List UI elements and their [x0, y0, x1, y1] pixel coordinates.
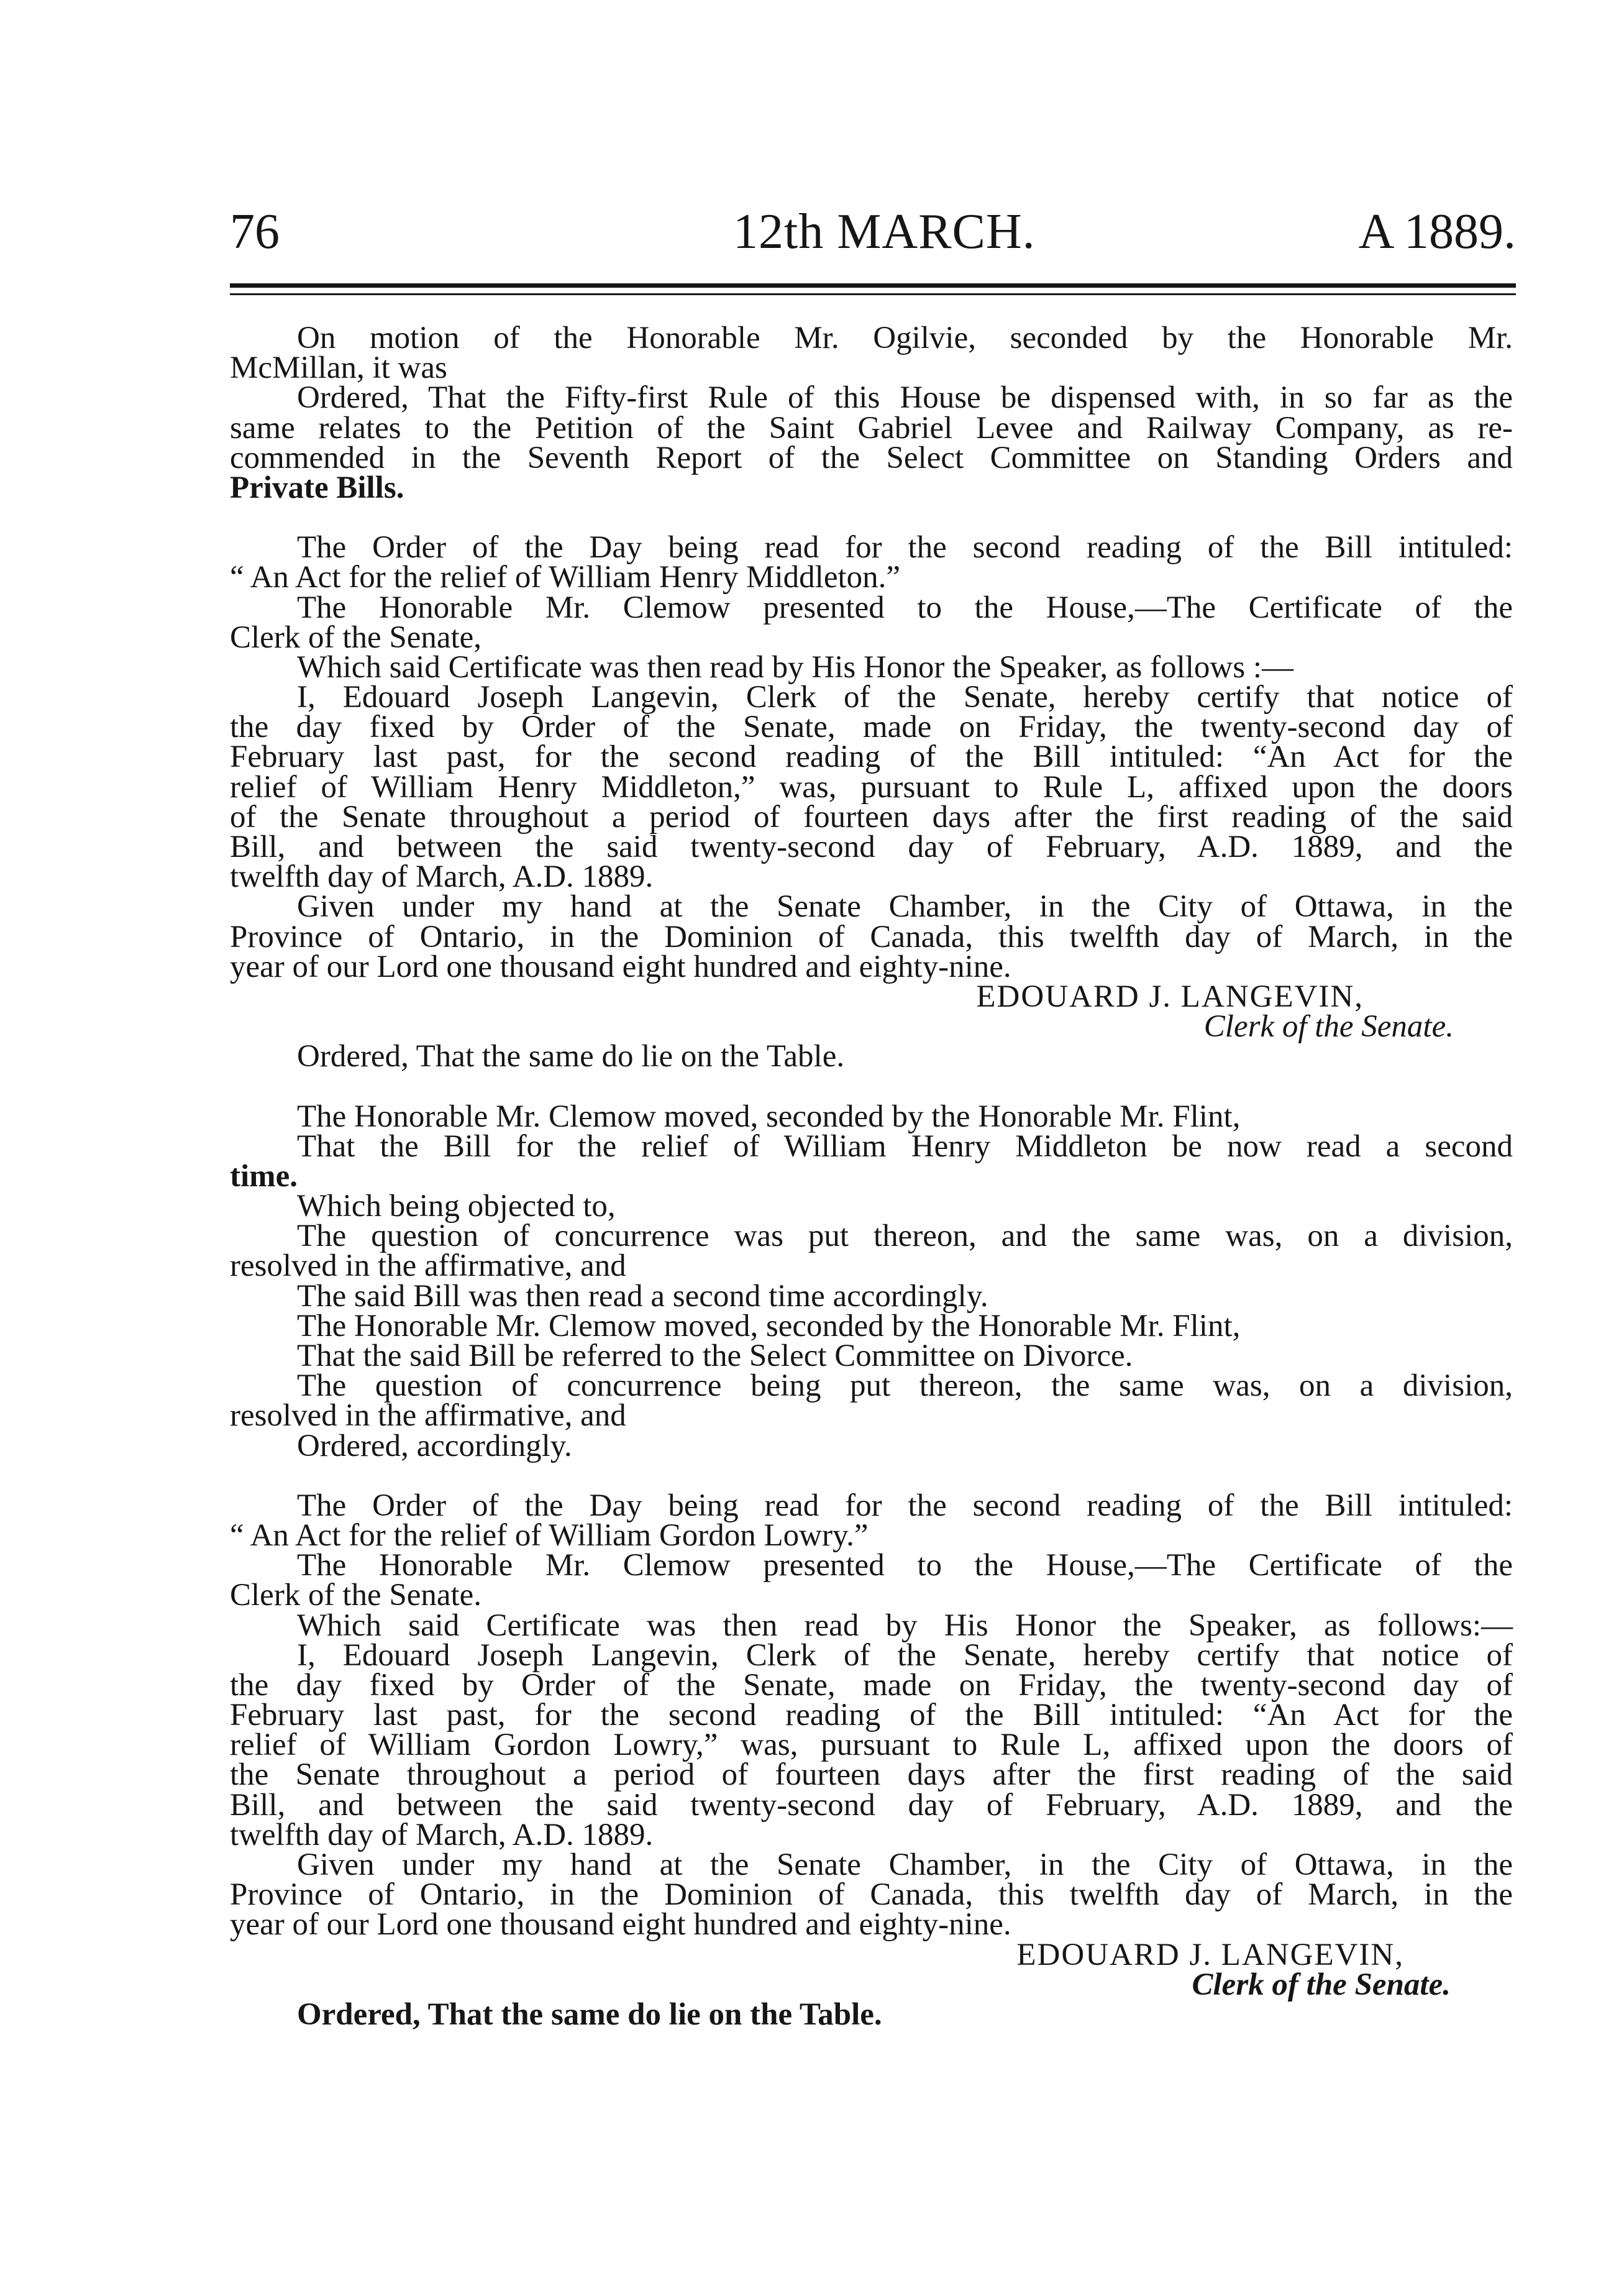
- text-line: Which said Certificate was then read by His Honor the Speaker, as follows :—: [297, 649, 1294, 685]
- text-line: relief of William Henry Middleton,” was, pursuant to Rule L, affixed upon the doors: [230, 769, 1513, 805]
- header-date: 12th MARCH.: [733, 204, 1036, 259]
- text-line: On motion of the Honorable Mr. Ogilvie, seconded by the Honorable Mr.: [297, 321, 1513, 355]
- text-line: February last past, for the second reading of the Bill intituled: “An Act for the: [230, 739, 1513, 775]
- text-line: The Honorable Mr. Clemow presented to the House,—The Certificate of the: [297, 1548, 1513, 1583]
- text-line: of the Senate throughout a period of fourteen days after the first reading of the said: [230, 799, 1513, 835]
- header-rule-thin: [230, 293, 1516, 295]
- text-line: That the said Bill be referred to the Select Committee on Divorce.: [297, 1338, 1133, 1373]
- text-line: year of our Lord one thousand eight hundred and eighty-nine.: [230, 949, 1011, 984]
- text-line: Ordered, That the Fifty-first Rule of this House be dispensed with, in so far as the: [297, 380, 1513, 416]
- text-line: February last past, for the second reading of the Bill intituled: “An Act for the: [230, 1698, 1513, 1733]
- signature-name: EDOUARD J. LANGEVIN,: [976, 979, 1364, 1014]
- text-line: Province of Ontario, in the Dominion of Canada, this twelfth day of March, in the: [230, 919, 1513, 954]
- paragraph-gap: [230, 503, 1513, 533]
- text-line: The question of concurrence being put thereon, the same was, on a division,: [297, 1368, 1513, 1404]
- motion-paragraph-1: [230, 323, 1513, 503]
- motion-paragraph-2: [230, 1099, 1513, 1463]
- signature-title: Clerk of the Senate.: [1192, 1967, 1451, 2002]
- header-year: A 1889.: [1358, 204, 1516, 259]
- text-line: Province of Ontario, in the Dominion of Canada, this twelfth day of March, in the: [230, 1877, 1513, 1913]
- text-line: the day fixed by Order of the Senate, made on Friday, the twenty-second day of: [230, 710, 1513, 745]
- signature-name: EDOUARD J. LANGEVIN,: [1016, 1937, 1404, 1972]
- text-line: I, Edouard Joseph Langevin, Clerk of the Senate, hereby certify that notice of: [297, 680, 1513, 715]
- text-line: McMillan, it was: [230, 350, 447, 386]
- page-header: [230, 198, 1516, 272]
- text-line: twelfth day of March, A.D. 1889.: [230, 859, 654, 895]
- text-line: The Honorable Mr. Clemow moved, seconded by the Honorable Mr. Flint,: [297, 1308, 1241, 1343]
- text-line: same relates to the Petition of the Saint Gabriel Levee and Railway Company, as re-: [230, 410, 1513, 446]
- text-line: I, Edouard Joseph Langevin, Clerk of the Senate, hereby certify that notice of: [297, 1637, 1513, 1673]
- order-of-day-paragraph-1: [230, 530, 1513, 984]
- header-rule-thick: [230, 283, 1516, 288]
- journal-body: [230, 321, 1513, 2032]
- text-line: “ An Act for the relief of William Henry Middleton.”: [230, 560, 901, 595]
- text-line: Ordered, accordingly.: [297, 1428, 572, 1463]
- text-line: Given under my hand at the Senate Chamber, in the City of Ottawa, in the: [297, 1847, 1513, 1882]
- text-line: Which being objected to,: [297, 1189, 616, 1224]
- text-line: The question of concurrence was put thereon, and the same was, on a division,: [297, 1219, 1513, 1254]
- text-line: The Order of the Day being read for the second reading of the Bill intituled:: [297, 1488, 1513, 1523]
- text-line: The Honorable Mr. Clemow presented to the House,—The Certificate of the: [297, 590, 1513, 625]
- text-line: Clerk of the Senate,: [230, 620, 482, 655]
- text-line: the Senate throughout a period of fourteen days after the first reading of the said: [230, 1757, 1513, 1793]
- page-number: 76: [230, 204, 280, 259]
- text-line: The Order of the Day being read for the second reading of the Bill intituled:: [297, 530, 1513, 565]
- text-line: Bill, and between the said twenty-second day of February, A.D. 1889, and the: [230, 1787, 1513, 1823]
- order-of-day-paragraph-2: [230, 1488, 1513, 1943]
- ordered-line: Ordered, That the same do lie on the Table.: [297, 1039, 845, 1074]
- text-line: “ An Act for the relief of William Gordon Lowry.”: [230, 1517, 869, 1553]
- signature-title: Clerk of the Senate.: [1203, 1009, 1454, 1045]
- text-line: time.: [230, 1158, 298, 1194]
- text-line: the day fixed by Order of the Senate, made on Friday, the twenty-second day of: [230, 1667, 1513, 1703]
- text-line: Given under my hand at the Senate Chamber, in the City of Ottawa, in the: [297, 889, 1513, 925]
- text-line: commended in the Seventh Report of the Select Committee on Standing Orders and: [230, 440, 1513, 475]
- ordered-line: Ordered, That the same do lie on the Table.: [297, 1997, 882, 2032]
- text-line: Which said Certificate was then read by His Honor the Speaker, as follows:—: [297, 1608, 1513, 1643]
- text-line: twelfth day of March, A.D. 1889.: [230, 1817, 654, 1852]
- paragraph-gap: [230, 1461, 1513, 1491]
- text-line: Private Bills.: [230, 470, 404, 505]
- text-line: resolved in the affirmative, and: [230, 1398, 626, 1434]
- text-line: relief of William Gordon Lowry,” was, pursuant to Rule L, affixed upon the doors of: [230, 1727, 1513, 1763]
- text-line: The said Bill was then read a second time accordingly.: [297, 1278, 988, 1314]
- text-line: That the Bill for the relief of William Henry Middleton be now read a second: [297, 1128, 1513, 1164]
- text-line: Bill, and between the said twenty-second day of February, A.D. 1889, and the: [230, 830, 1513, 864]
- text-line: The Honorable Mr. Clemow moved, seconded by the Honorable Mr. Flint,: [297, 1099, 1241, 1134]
- text-line: year of our Lord one thousand eight hundred and eighty-nine.: [230, 1907, 1011, 1943]
- text-line: resolved in the affirmative, and: [230, 1248, 626, 1284]
- text-line: Clerk of the Senate.: [230, 1578, 482, 1613]
- paragraph-gap: [230, 1072, 1513, 1102]
